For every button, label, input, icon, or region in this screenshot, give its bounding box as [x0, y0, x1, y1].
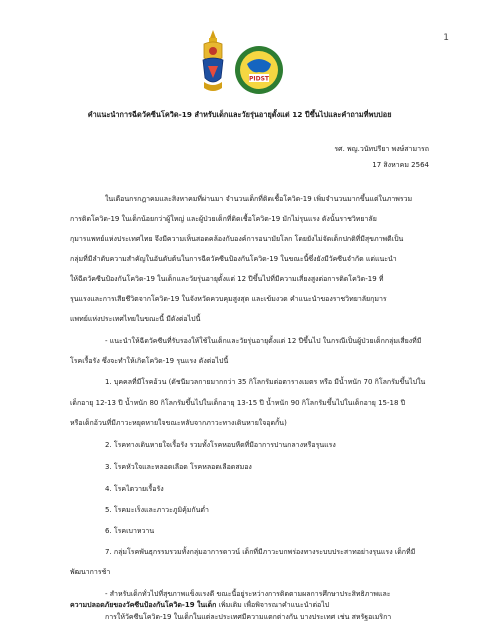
paragraph-1-line: กุมารแพทย์แห่งประเทศไทย จึงมีความเห็นสอดคล้องกับองค์การอนามัยโลก โดยยังไม่จัดเด็กปกติที่มีสุขภาพดีเป็น: [70, 235, 404, 243]
risk-item: 6. โรคเบาหวาน: [105, 527, 155, 535]
risk-item-1-line: เด็กอายุ 12-13 ปี น้ำหนัก 80 กิโลกรัมขึ้นไปในเด็กอายุ 13-15 ปี น้ำหนัก 90 กิโลกรัมขึ้นไปในเด็กอายุ 15-18 ปี: [70, 399, 406, 407]
risk-item: 5. โรคมะเร็งและภาวะภูมิคุ้มกันต่ำ: [105, 506, 209, 514]
bullet-2-line: [70, 600, 329, 610]
bullet-2-line: - สำหรับเด็กทั่วไปที่สุขภาพแข็งแรงดี ขณะนี้อยู่ระหว่างการติดตามผลการศึกษาประสิทธิภาพและ: [105, 590, 391, 598]
bullet-1-line: - แนะนำให้ฉีดวัคซีนที่รับรองให้ใช้ในเด็กและวัยรุ่นอายุตั้งแต่ 12 ปีขึ้นไป ในกรณีเป็นผู้ป่วยเด็กกลุ่มเสี่ยงที่มี: [105, 337, 422, 345]
pidst-logo-text: PIDST: [248, 75, 270, 83]
paragraph-1-line: ในเดือนกรกฎาคมและสิงหาคมที่ผ่านมา จำนวนเด็กที่ติดเชื้อโควิด-19 เพิ่มจำนวนมากขึ้นแต่ในภาพรวม: [105, 195, 413, 203]
risk-item-7-line: 7. กลุ่มโรคพันธุกรรมรวมทั้งกลุ่มอาการดาวน์ เด็กที่มีภาวะบกพร่องทางระบบประสาทอย่างรุนแรง เด็กที่มี: [105, 548, 416, 556]
paragraph-1-line: กลุ่มที่มีลำดับความสำคัญในอันดับต้นในการฉีดวัคซีนป้องกันโควิด-19 ในขณะนี้ซึ่งยังมีวัคซีนจำกัด แต่แนะนำ: [70, 255, 397, 263]
paragraph-1-line: แพทย์แห่งประเทศไทยในขณะนี้ มีดังต่อไปนี้: [70, 315, 201, 323]
author-block: [334, 141, 429, 173]
bullet-2-emphasis: ความปลอดภัยของวัคซีนป้องกันโควิด-19 ในเด็ก: [70, 601, 217, 609]
bullet-1-line: โรคเรื้อรัง ซึ่งจะทำให้เกิดโควิด-19 รุนแรง ดังต่อไปนี้: [70, 357, 229, 365]
risk-item: 2. โรคทางเดินหายใจเรื้อรัง รวมทั้งโรคหอบหืดที่มีอาการปานกลางหรือรุนแรง: [105, 441, 336, 449]
paragraph-1-line: ให้ฉีดวัคซีนป้องกันโควิด-19 ในเด็กและวัยรุ่นอายุตั้งแต่ 12 ปีขึ้นไปที่มีความเสี่ยงสูงต่อการติดโควิด-19 ที่: [70, 275, 384, 283]
document-date: 17 สิงหาคม 2564: [372, 161, 429, 169]
paragraph-1-line: รุนแรงและการเสียชีวิตจากโควิด-19 ในจังหวัดควบคุมสูงสุด และเข้มงวด คำแนะนำของราชวิทยาลัยกุมาร: [70, 295, 387, 303]
risk-item-1-line: หรือเด็กอ้วนที่มีภาวะหยุดหายใจขณะหลับจากภาวะทางเดินหายใจอุดกั้น): [70, 419, 287, 427]
bullet-2-rest: เพิ่มเติม เพื่อพิจารณาคำแนะนำต่อไป: [216, 601, 330, 609]
closing-line: การให้วัคซีนโควิด-19 ในเด็กในแต่ละประเทศมีความแตกต่างกัน บางประเทศ เช่น สหรัฐอเมริกา: [105, 613, 392, 621]
risk-item: 3. โรคหัวใจและหลอดเลือด โรคหลอดเลือดสมอง: [105, 463, 252, 471]
document-title: คำแนะนำการฉีดวัคซีนโควิด-19 สำหรับเด็กและวัยรุ่นอายุตั้งแต่ 12 ปีขึ้นไปและคำถามที่พบบ่อย: [87, 110, 392, 119]
page-number: 1: [443, 33, 449, 43]
royal-college-crest-logo: [200, 28, 226, 94]
paragraph-1-line: การติดโควิด-19 ในเด็กน้อยกว่าผู้ใหญ่ และผู้ป่วยเด็กที่ติดเชื้อโควิด-19 มักไม่รุนแรง ดังนั้นราชวิทยาลัย: [70, 215, 377, 223]
header-logos: [0, 28, 487, 98]
risk-item-1-line: 1. บุคคลที่มีโรคอ้วน (ดัชนีมวลกายมากกว่า 35 กิโลกรัมต่อตารางเมตร หรือ มีน้ำหนัก 70 กิโลกรัมขึ้นไปใน: [105, 378, 426, 386]
pidst-logo: [233, 44, 285, 96]
author-name: รศ. พญ.วนัทปรียา พงษ์สามารถ: [334, 145, 429, 153]
risk-item-7-line: พัฒนาการช้า: [70, 568, 111, 576]
risk-item: 4. โรคไตวายเรื้อรัง: [105, 485, 164, 493]
